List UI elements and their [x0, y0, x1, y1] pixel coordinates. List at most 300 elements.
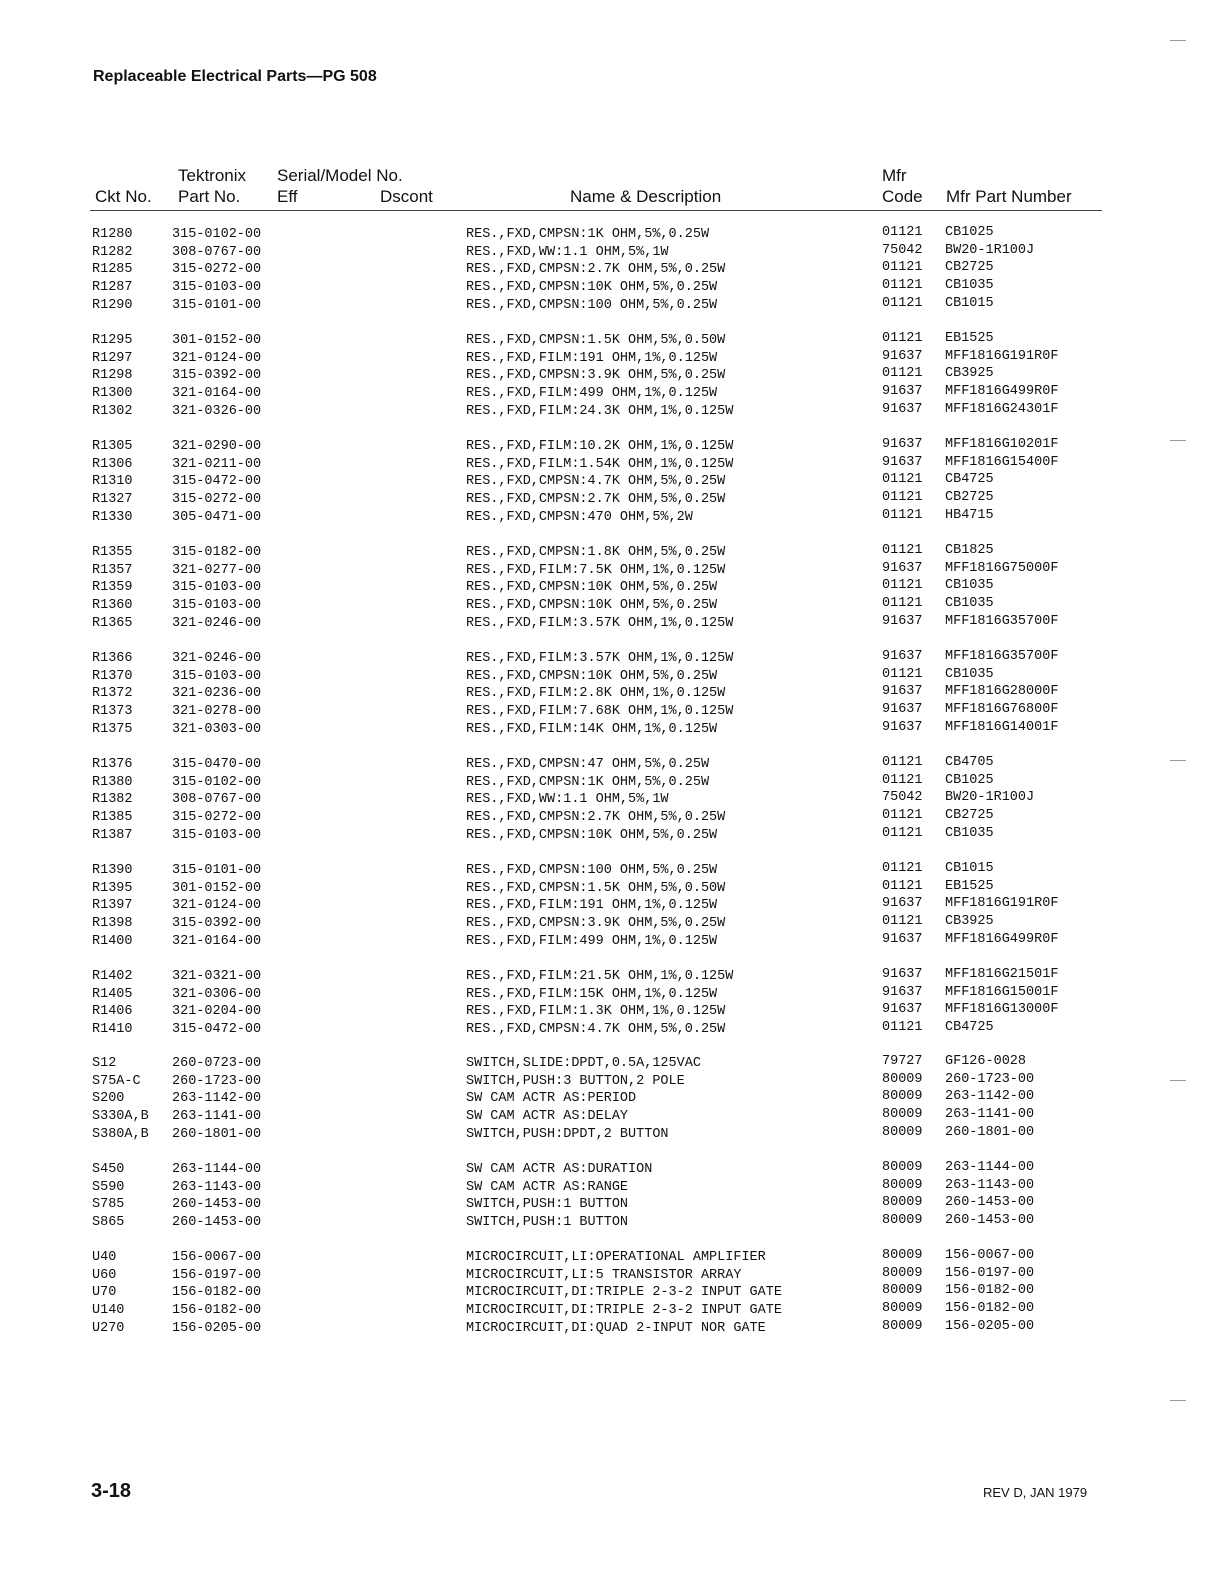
- name-description-cell: SWITCH,PUSH:1 BUTTON: [466, 1215, 629, 1231]
- name-description-cell: SWITCH,SLIDE:DPDT,0.5A,125VAC: [466, 1056, 701, 1071]
- mfr-part-number-cell: MFF1816G15400F: [945, 454, 1059, 470]
- mfr-code-cell: 80009: [882, 1213, 923, 1229]
- mfr-part-number-cell: 156-0205-00: [945, 1318, 1035, 1334]
- ckt-no-cell: S380A,B: [92, 1126, 149, 1142]
- mfr-part-number-cell: CB4705: [945, 755, 994, 770]
- mfr-part-number-cell: CB1025: [945, 772, 994, 788]
- mfr-code-cell: 01121: [882, 596, 923, 612]
- name-description-cell: RES.,FXD,FILM:1.54K OHM,1%,0.125W: [466, 456, 734, 472]
- table-row: [0, 1055, 1224, 1073]
- table-row: [0, 933, 1224, 951]
- mfr-part-number-cell: MFF1816G21501F: [945, 967, 1059, 982]
- name-description-cell: RES.,FXD,FILM:10.2K OHM,1%,0.125W: [466, 439, 734, 454]
- row-group: [0, 438, 1224, 526]
- table-row: [0, 1126, 1224, 1144]
- name-description-cell: SW CAM ACTR AS:DELAY: [466, 1109, 629, 1125]
- mfr-code-cell: 91637: [882, 684, 923, 700]
- ckt-no-cell: R1366: [92, 651, 133, 666]
- mfr-part-number-cell: CB1015: [945, 295, 994, 311]
- part-no-cell: 321-0326-00: [172, 403, 262, 419]
- ckt-no-cell: S12: [92, 1056, 117, 1071]
- name-description-cell: RES.,FXD,FILM:191 OHM,1%,0.125W: [466, 898, 718, 914]
- ckt-no-cell: R1357: [92, 562, 133, 578]
- part-no-cell: 315-0103-00: [172, 668, 262, 684]
- header-eff: Eff: [277, 187, 298, 206]
- mfr-part-number-cell: CB1035: [945, 825, 994, 841]
- mfr-part-number-cell: MFF1816G35700F: [945, 613, 1059, 629]
- ckt-no-cell: S75A-C: [92, 1073, 141, 1089]
- mfr-code-cell: 91637: [882, 560, 923, 576]
- mfr-part-number-cell: 263-1144-00: [945, 1160, 1035, 1175]
- mfr-code-cell: 01121: [882, 914, 923, 930]
- ckt-no-cell: R1398: [92, 916, 133, 932]
- row-group: [0, 756, 1224, 844]
- part-no-cell: 260-0723-00: [172, 1056, 262, 1071]
- ckt-no-cell: R1402: [92, 969, 133, 984]
- row-group: [0, 226, 1224, 314]
- table-row: [0, 1073, 1224, 1091]
- mfr-part-number-cell: 263-1143-00: [945, 1177, 1035, 1193]
- mfr-part-number-cell: HB4715: [945, 507, 994, 523]
- mfr-part-number-cell: 260-1453-00: [945, 1195, 1035, 1211]
- mfr-code-cell: 91637: [882, 401, 923, 417]
- part-no-cell: 315-0182-00: [172, 545, 262, 560]
- name-description-cell: RES.,FXD,CMPSN:100 OHM,5%,0.25W: [466, 863, 718, 878]
- name-description-cell: RES.,FXD,CMPSN:4.7K OHM,5%,0.25W: [466, 474, 726, 490]
- name-description-cell: RES.,FXD,CMPSN:1K OHM,5%,0.25W: [466, 774, 710, 790]
- ckt-no-cell: R1285: [92, 262, 133, 278]
- name-description-cell: MICROCIRCUIT,DI:TRIPLE 2-3-2 INPUT GATE: [466, 1285, 782, 1301]
- part-no-cell: 321-0303-00: [172, 721, 262, 737]
- ckt-no-cell: R1300: [92, 386, 133, 402]
- ckt-no-cell: S590: [92, 1179, 125, 1195]
- name-description-cell: SW CAM ACTR AS:PERIOD: [466, 1091, 637, 1107]
- table-row: [0, 756, 1224, 774]
- row-group: [0, 968, 1224, 1039]
- part-no-cell: 305-0471-00: [172, 509, 262, 525]
- ckt-no-cell: R1360: [92, 598, 133, 614]
- name-description-cell: RES.,FXD,CMPSN:470 OHM,5%,2W: [466, 509, 693, 525]
- mfr-part-number-cell: 260-1801-00: [945, 1124, 1035, 1140]
- ckt-no-cell: R1410: [92, 1022, 133, 1038]
- table-row: [0, 403, 1224, 421]
- name-description-cell: MICROCIRCUIT,DI:TRIPLE 2-3-2 INPUT GATE: [466, 1303, 782, 1319]
- mfr-code-cell: 91637: [882, 931, 923, 947]
- table-row: [0, 1267, 1224, 1285]
- mfr-code-cell: 01121: [882, 825, 923, 841]
- part-no-cell: 315-0392-00: [172, 916, 262, 932]
- table-row: [0, 1214, 1224, 1232]
- ckt-no-cell: R1390: [92, 863, 133, 878]
- table-row: [0, 809, 1224, 827]
- header-serial-model: Serial/Model No.: [277, 166, 403, 185]
- mfr-part-number-cell: BW20-1R100J: [945, 790, 1035, 806]
- name-description-cell: RES.,FXD,FILM:7.68K OHM,1%,0.125W: [466, 704, 734, 720]
- part-no-cell: 321-0278-00: [172, 704, 262, 720]
- part-no-cell: 156-0182-00: [172, 1303, 262, 1319]
- mfr-code-cell: 80009: [882, 1071, 923, 1087]
- header-rule: [90, 210, 1102, 211]
- table-row: [0, 862, 1224, 880]
- header-tektronix: Tektronix: [178, 166, 247, 185]
- part-no-cell: 315-0102-00: [172, 774, 262, 790]
- ckt-no-cell: S865: [92, 1215, 125, 1231]
- name-description-cell: RES.,FXD,FILM:191 OHM,1%,0.125W: [466, 350, 718, 366]
- part-no-cell: 321-0321-00: [172, 969, 262, 984]
- part-no-cell: 263-1144-00: [172, 1162, 262, 1177]
- header-ckt-no: Ckt No.: [95, 187, 152, 206]
- part-no-cell: 308-0767-00: [172, 792, 262, 808]
- table-row: [0, 1302, 1224, 1320]
- scan-edge-mark: [1170, 760, 1186, 761]
- mfr-code-cell: 91637: [882, 437, 923, 452]
- ckt-no-cell: R1400: [92, 933, 133, 949]
- mfr-code-cell: 80009: [882, 1177, 923, 1193]
- mfr-code-cell: 75042: [882, 790, 923, 806]
- part-no-cell: 321-0306-00: [172, 986, 262, 1002]
- name-description-cell: RES.,FXD,CMPSN:10K OHM,5%,0.25W: [466, 827, 718, 843]
- ckt-no-cell: R1295: [92, 333, 133, 348]
- ckt-no-cell: R1385: [92, 810, 133, 826]
- table-row: [0, 1021, 1224, 1039]
- mfr-code-cell: 80009: [882, 1248, 923, 1263]
- table-row: [0, 244, 1224, 262]
- row-group: [0, 1055, 1224, 1143]
- part-no-cell: 321-0236-00: [172, 686, 262, 702]
- table-row: [0, 827, 1224, 845]
- mfr-part-number-cell: 260-1453-00: [945, 1213, 1035, 1229]
- mfr-code-cell: 80009: [882, 1195, 923, 1211]
- ckt-no-cell: R1387: [92, 827, 133, 843]
- mfr-code-cell: 91637: [882, 1002, 923, 1018]
- part-no-cell: 321-0204-00: [172, 1004, 262, 1020]
- mfr-part-number-cell: MFF1816G13000F: [945, 1002, 1059, 1018]
- mfr-code-cell: 01121: [882, 861, 923, 876]
- part-no-cell: 315-0103-00: [172, 827, 262, 843]
- table-row: [0, 491, 1224, 509]
- name-description-cell: RES.,FXD,FILM:15K OHM,1%,0.125W: [466, 986, 718, 1002]
- ckt-no-cell: R1310: [92, 474, 133, 490]
- scan-edge-mark: [1170, 440, 1186, 441]
- ckt-no-cell: R1372: [92, 686, 133, 702]
- table-row: [0, 473, 1224, 491]
- part-no-cell: 315-0103-00: [172, 580, 262, 596]
- part-no-cell: 260-1723-00: [172, 1073, 262, 1089]
- mfr-code-cell: 79727: [882, 1054, 923, 1069]
- part-no-cell: 321-0290-00: [172, 439, 262, 454]
- ckt-no-cell: R1302: [92, 403, 133, 419]
- mfr-part-number-cell: EB1525: [945, 331, 994, 346]
- mfr-code-cell: 01121: [882, 225, 923, 240]
- mfr-part-number-cell: CB1035: [945, 596, 994, 612]
- name-description-cell: RES.,FXD,FILM:499 OHM,1%,0.125W: [466, 386, 718, 402]
- table-row: [0, 1249, 1224, 1267]
- part-no-cell: 315-0103-00: [172, 280, 262, 296]
- mfr-part-number-cell: CB1035: [945, 666, 994, 682]
- table-row: [0, 791, 1224, 809]
- mfr-part-number-cell: 260-1723-00: [945, 1071, 1035, 1087]
- name-description-cell: SW CAM ACTR AS:RANGE: [466, 1179, 629, 1195]
- mfr-part-number-cell: MFF1816G14001F: [945, 719, 1059, 735]
- table-row: [0, 279, 1224, 297]
- ckt-no-cell: R1382: [92, 792, 133, 808]
- mfr-code-cell: 01121: [882, 490, 923, 506]
- part-no-cell: 321-0124-00: [172, 898, 262, 914]
- mfr-part-number-cell: MFF1816G499R0F: [945, 931, 1059, 947]
- mfr-part-number-cell: MFF1816G10201F: [945, 437, 1059, 452]
- mfr-code-cell: 80009: [882, 1089, 923, 1105]
- mfr-code-cell: 80009: [882, 1301, 923, 1317]
- part-no-cell: 156-0197-00: [172, 1267, 262, 1283]
- mfr-part-number-cell: CB1035: [945, 578, 994, 594]
- name-description-cell: RES.,FXD,CMPSN:3.9K OHM,5%,0.25W: [466, 916, 726, 932]
- ckt-no-cell: R1376: [92, 757, 133, 772]
- mfr-code-cell: 91637: [882, 967, 923, 982]
- mfr-code-cell: 91637: [882, 984, 923, 1000]
- part-no-cell: 315-0472-00: [172, 474, 262, 490]
- ckt-no-cell: R1280: [92, 227, 133, 242]
- mfr-part-number-cell: 263-1142-00: [945, 1089, 1035, 1105]
- mfr-part-number-cell: CB1825: [945, 543, 994, 558]
- name-description-cell: RES.,FXD,FILM:3.57K OHM,1%,0.125W: [466, 615, 734, 631]
- name-description-cell: RES.,FXD,CMPSN:1.8K OHM,5%,0.25W: [466, 545, 726, 560]
- name-description-cell: RES.,FXD,CMPSN:2.7K OHM,5%,0.25W: [466, 492, 726, 508]
- mfr-part-number-cell: MFF1816G28000F: [945, 684, 1059, 700]
- name-description-cell: MICROCIRCUIT,LI:OPERATIONAL AMPLIFIER: [466, 1250, 766, 1265]
- mfr-code-cell: 91637: [882, 613, 923, 629]
- mfr-part-number-cell: MFF1816G75000F: [945, 560, 1059, 576]
- row-group: [0, 862, 1224, 950]
- ckt-no-cell: R1287: [92, 280, 133, 296]
- name-description-cell: RES.,FXD,FILM:7.5K OHM,1%,0.125W: [466, 562, 726, 578]
- part-no-cell: 301-0152-00: [172, 333, 262, 348]
- ckt-no-cell: R1405: [92, 986, 133, 1002]
- part-no-cell: 308-0767-00: [172, 244, 262, 260]
- mfr-part-number-cell: CB2725: [945, 808, 994, 824]
- mfr-part-number-cell: CB4725: [945, 1020, 994, 1036]
- part-no-cell: 321-0277-00: [172, 562, 262, 578]
- row-group: [0, 1249, 1224, 1337]
- row-group: [0, 650, 1224, 738]
- part-no-cell: 315-0392-00: [172, 368, 262, 384]
- mfr-part-number-cell: MFF1816G191R0F: [945, 896, 1059, 912]
- header-code: Code: [882, 187, 923, 206]
- part-no-cell: 315-0272-00: [172, 262, 262, 278]
- header-dscont: Dscont: [380, 187, 433, 206]
- mfr-part-number-cell: MFF1816G35700F: [945, 649, 1059, 664]
- mfr-part-number-cell: CB3925: [945, 914, 994, 930]
- mfr-code-cell: 80009: [882, 1107, 923, 1123]
- ckt-no-cell: R1305: [92, 439, 133, 454]
- table-row: [0, 650, 1224, 668]
- name-description-cell: RES.,FXD,FILM:24.3K OHM,1%,0.125W: [466, 403, 734, 419]
- mfr-code-cell: 01121: [882, 808, 923, 824]
- mfr-part-number-cell: CB3925: [945, 366, 994, 382]
- name-description-cell: SW CAM ACTR AS:DURATION: [466, 1162, 653, 1177]
- ckt-no-cell: S200: [92, 1091, 125, 1107]
- name-description-cell: RES.,FXD,FILM:14K OHM,1%,0.125W: [466, 721, 718, 737]
- mfr-code-cell: 80009: [882, 1283, 923, 1299]
- ckt-no-cell: R1359: [92, 580, 133, 596]
- mfr-part-number-cell: 156-0067-00: [945, 1248, 1035, 1263]
- ckt-no-cell: S450: [92, 1162, 125, 1177]
- mfr-part-number-cell: MFF1816G15001F: [945, 984, 1059, 1000]
- ckt-no-cell: U70: [92, 1285, 117, 1301]
- part-no-cell: 321-0211-00: [172, 456, 262, 472]
- ckt-no-cell: R1380: [92, 774, 133, 790]
- name-description-cell: MICROCIRCUIT,DI:QUAD 2-INPUT NOR GATE: [466, 1320, 766, 1336]
- page-title: Replaceable Electrical Parts—PG 508: [93, 68, 377, 85]
- mfr-code-cell: 01121: [882, 1020, 923, 1036]
- name-description-cell: SWITCH,PUSH:3 BUTTON,2 POLE: [466, 1073, 685, 1089]
- mfr-part-number-cell: 156-0182-00: [945, 1283, 1035, 1299]
- mfr-part-number-cell: GF126-0028: [945, 1054, 1027, 1069]
- mfr-part-number-cell: CB2725: [945, 490, 994, 506]
- part-no-cell: 156-0067-00: [172, 1250, 262, 1265]
- name-description-cell: RES.,FXD,CMPSN:3.9K OHM,5%,0.25W: [466, 368, 726, 384]
- mfr-code-cell: 91637: [882, 649, 923, 664]
- table-row: [0, 1003, 1224, 1021]
- part-no-cell: 263-1142-00: [172, 1091, 262, 1107]
- row-group: [0, 544, 1224, 632]
- table-row: [0, 774, 1224, 792]
- mfr-code-cell: 01121: [882, 260, 923, 276]
- mfr-code-cell: 80009: [882, 1124, 923, 1140]
- table-row: [0, 1196, 1224, 1214]
- mfr-code-cell: 01121: [882, 295, 923, 311]
- part-no-cell: 315-0101-00: [172, 297, 262, 313]
- name-description-cell: RES.,FXD,FILM:3.57K OHM,1%,0.125W: [466, 651, 734, 666]
- mfr-code-cell: 91637: [882, 454, 923, 470]
- name-description-cell: RES.,FXD,CMPSN:1K OHM,5%,0.25W: [466, 227, 710, 242]
- part-no-cell: 315-0272-00: [172, 810, 262, 826]
- ckt-no-cell: R1282: [92, 244, 133, 260]
- header-mfr: Mfr: [882, 166, 907, 185]
- part-no-cell: 315-0103-00: [172, 598, 262, 614]
- ckt-no-cell: S785: [92, 1197, 125, 1213]
- name-description-cell: RES.,FXD,FILM:2.8K OHM,1%,0.125W: [466, 686, 726, 702]
- mfr-part-number-cell: EB1525: [945, 878, 994, 894]
- mfr-code-cell: 01121: [882, 578, 923, 594]
- part-no-cell: 260-1453-00: [172, 1215, 262, 1231]
- mfr-part-number-cell: 156-0182-00: [945, 1301, 1035, 1317]
- mfr-code-cell: 01121: [882, 878, 923, 894]
- part-no-cell: 315-0102-00: [172, 227, 262, 242]
- mfr-code-cell: 91637: [882, 896, 923, 912]
- mfr-code-cell: 01121: [882, 366, 923, 382]
- name-description-cell: RES.,FXD,CMPSN:10K OHM,5%,0.25W: [466, 668, 718, 684]
- table-row: [0, 562, 1224, 580]
- name-description-cell: SWITCH,PUSH:DPDT,2 BUTTON: [466, 1126, 669, 1142]
- ckt-no-cell: R1297: [92, 350, 133, 366]
- part-no-cell: 321-0164-00: [172, 933, 262, 949]
- mfr-part-number-cell: CB2725: [945, 260, 994, 276]
- mfr-code-cell: 01121: [882, 755, 923, 770]
- ckt-no-cell: R1375: [92, 721, 133, 737]
- mfr-code-cell: 01121: [882, 666, 923, 682]
- mfr-code-cell: 80009: [882, 1160, 923, 1175]
- mfr-code-cell: 01121: [882, 331, 923, 346]
- mfr-part-number-cell: MFF1816G76800F: [945, 702, 1059, 718]
- scan-edge-mark: [1170, 40, 1186, 41]
- table-row: [0, 261, 1224, 279]
- table-row: [0, 1090, 1224, 1108]
- row-group: [0, 332, 1224, 420]
- scan-edge-mark: [1170, 1400, 1186, 1401]
- mfr-code-cell: 91637: [882, 719, 923, 735]
- part-no-cell: 315-0272-00: [172, 492, 262, 508]
- mfr-code-cell: 80009: [882, 1318, 923, 1334]
- name-description-cell: RES.,FXD,CMPSN:2.7K OHM,5%,0.25W: [466, 262, 726, 278]
- name-description-cell: RES.,FXD,CMPSN:100 OHM,5%,0.25W: [466, 297, 718, 313]
- mfr-code-cell: 91637: [882, 348, 923, 364]
- table-row: [0, 1179, 1224, 1197]
- part-no-cell: 315-0472-00: [172, 1022, 262, 1038]
- table-row: [0, 509, 1224, 527]
- name-description-cell: MICROCIRCUIT,LI:5 TRANSISTOR ARRAY: [466, 1267, 742, 1283]
- name-description-cell: RES.,FXD,CMPSN:1.5K OHM,5%,0.50W: [466, 880, 726, 896]
- part-no-cell: 260-1453-00: [172, 1197, 262, 1213]
- ckt-no-cell: S330A,B: [92, 1109, 149, 1125]
- ckt-no-cell: R1395: [92, 880, 133, 896]
- part-no-cell: 260-1801-00: [172, 1126, 262, 1142]
- table-row: [0, 297, 1224, 315]
- mfr-code-cell: 80009: [882, 1265, 923, 1281]
- mfr-part-number-cell: CB4725: [945, 472, 994, 488]
- part-no-cell: 321-0164-00: [172, 386, 262, 402]
- name-description-cell: SWITCH,PUSH:1 BUTTON: [466, 1197, 629, 1213]
- revision-note: REV D, JAN 1979: [983, 1485, 1088, 1500]
- row-group: [0, 1161, 1224, 1232]
- mfr-code-cell: 01121: [882, 543, 923, 558]
- part-no-cell: 156-0182-00: [172, 1285, 262, 1301]
- mfr-part-number-cell: 156-0197-00: [945, 1265, 1035, 1281]
- name-description-cell: RES.,FXD,CMPSN:10K OHM,5%,0.25W: [466, 598, 718, 614]
- part-no-cell: 315-0470-00: [172, 757, 262, 772]
- table-row: [0, 897, 1224, 915]
- table-row: [0, 1320, 1224, 1338]
- mfr-part-number-cell: CB1015: [945, 861, 994, 876]
- table-row: [0, 350, 1224, 368]
- mfr-code-cell: 01121: [882, 472, 923, 488]
- part-no-cell: 321-0124-00: [172, 350, 262, 366]
- mfr-part-number-cell: MFF1816G191R0F: [945, 348, 1059, 364]
- ckt-no-cell: R1306: [92, 456, 133, 472]
- part-no-cell: 321-0246-00: [172, 651, 262, 666]
- mfr-part-number-cell: MFF1816G499R0F: [945, 384, 1059, 400]
- name-description-cell: RES.,FXD,FILM:21.5K OHM,1%,0.125W: [466, 969, 734, 984]
- ckt-no-cell: R1370: [92, 668, 133, 684]
- table-row: [0, 1108, 1224, 1126]
- part-no-cell: 315-0101-00: [172, 863, 262, 878]
- mfr-part-number-cell: CB1035: [945, 278, 994, 294]
- mfr-code-cell: 01121: [882, 772, 923, 788]
- scan-edge-mark: [1170, 1080, 1186, 1081]
- part-no-cell: 263-1141-00: [172, 1109, 262, 1125]
- name-description-cell: RES.,FXD,CMPSN:10K OHM,5%,0.25W: [466, 580, 718, 596]
- name-description-cell: RES.,FXD,CMPSN:4.7K OHM,5%,0.25W: [466, 1022, 726, 1038]
- ckt-no-cell: R1290: [92, 297, 133, 313]
- table-row: [0, 579, 1224, 597]
- ckt-no-cell: R1327: [92, 492, 133, 508]
- header-name-description: Name & Description: [570, 187, 722, 206]
- mfr-part-number-cell: CB1025: [945, 225, 994, 240]
- mfr-code-cell: 75042: [882, 242, 923, 258]
- table-row: [0, 456, 1224, 474]
- mfr-code-cell: 01121: [882, 507, 923, 523]
- ckt-no-cell: U40: [92, 1250, 117, 1265]
- name-description-cell: RES.,FXD,WW:1.1 OHM,5%,1W: [466, 244, 669, 260]
